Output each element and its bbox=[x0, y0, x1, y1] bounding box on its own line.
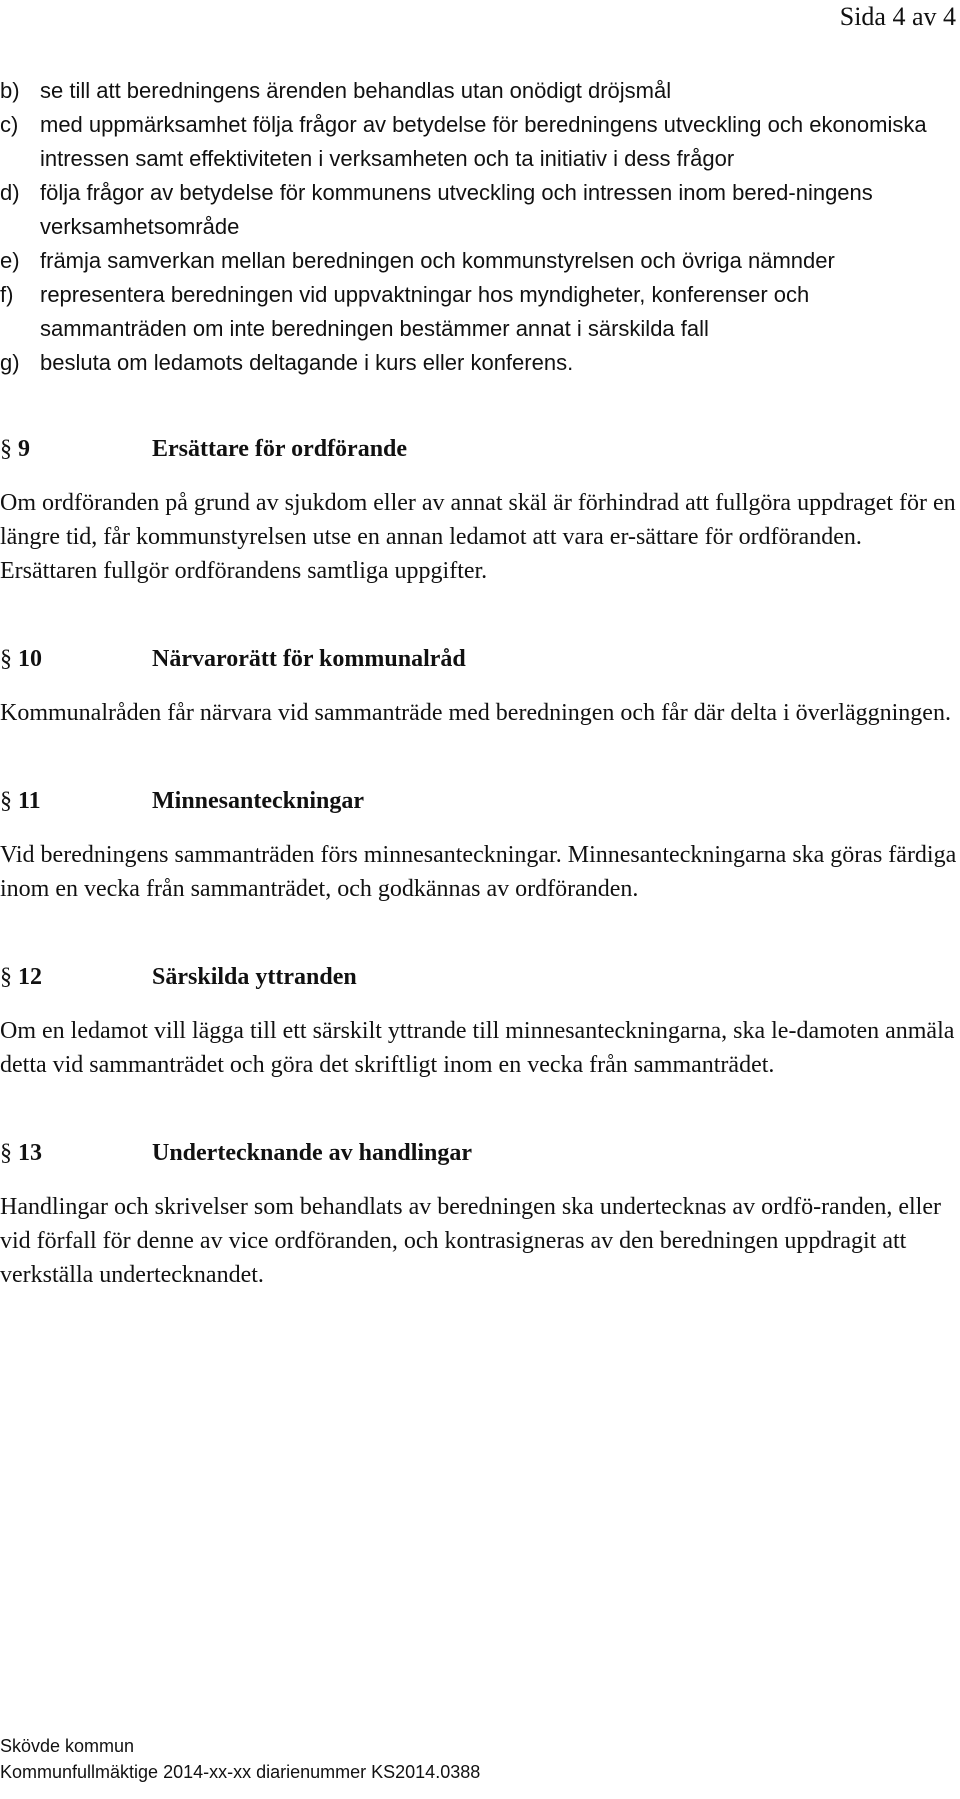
list-item-text: med uppmärksamhet följa frågor av betydelse för beredningens utveckling och ekonomiska intressen samt effektiviteten i verksamheten och ta initiativ i dess frågor bbox=[40, 112, 927, 171]
section-heading bbox=[0, 1136, 958, 1170]
section-number-value: 10 bbox=[18, 646, 42, 672]
list-item-text: främja samverkan mellan beredningen och kommunstyrelsen och övriga nämnder bbox=[40, 248, 835, 273]
list-item bbox=[0, 244, 958, 278]
section-title: Minnesanteckningar bbox=[152, 788, 365, 814]
section-12 bbox=[0, 960, 958, 1082]
section-9 bbox=[0, 432, 958, 588]
list-item bbox=[0, 108, 958, 176]
section-number-value: 13 bbox=[18, 1140, 42, 1166]
section-number-value: 9 bbox=[18, 436, 30, 462]
list-item-letter: f) bbox=[0, 282, 14, 307]
list-item-text: se till att beredningens ärenden behandlas utan onödigt dröjsmål bbox=[40, 78, 672, 103]
footer-organization: Skövde kommun bbox=[0, 1736, 135, 1756]
section-number bbox=[0, 960, 152, 994]
list-item bbox=[0, 278, 958, 346]
section-heading bbox=[0, 960, 958, 994]
section-number-value: 11 bbox=[18, 788, 41, 814]
paragraph-symbol: § bbox=[0, 646, 12, 672]
footer bbox=[0, 1733, 480, 1785]
section-13 bbox=[0, 1136, 958, 1292]
section-heading bbox=[0, 784, 958, 818]
section-heading bbox=[0, 432, 958, 466]
section-title: Undertecknande av handlingar bbox=[152, 1140, 473, 1166]
section-body: Om ordföranden på grund av sjukdom eller av annat skäl är förhindrad att fullgöra uppdraget för en längre tid, får kommunstyrelsen utse en annan ledamot att vara er-sättare för ordföranden. Ersättaren fullgör ordförandens samtliga uppgifter. bbox=[0, 490, 956, 584]
footer-reference: Kommunfullmäktige 2014-xx-xx diarienummer KS2014.0388 bbox=[0, 1762, 481, 1782]
section-11 bbox=[0, 784, 958, 906]
list-item-letter: d) bbox=[0, 180, 20, 205]
section-number bbox=[0, 642, 152, 676]
section-title: Ersättare för ordförande bbox=[152, 436, 408, 462]
section-number-value: 12 bbox=[18, 964, 42, 990]
section-title: Närvarorätt för kommunalråd bbox=[152, 646, 466, 672]
list-item-letter: g) bbox=[0, 350, 20, 375]
duties-list bbox=[0, 74, 958, 380]
list-item-text: följa frågor av betydelse för kommunens utveckling och intressen inom bered-ningens verksamhetsområde bbox=[40, 180, 873, 239]
section-body: Vid beredningens sammanträden förs minnesanteckningar. Minnesanteckningarna ska göras färdiga inom en vecka från sammanträdet, och godkännas av ordföranden. bbox=[0, 842, 957, 902]
section-body: Om en ledamot vill lägga till ett särskilt yttrande till minnesanteckningarna, ska le-damoten anmäla detta vid sammanträdet och göra det skriftligt inom en vecka från sammanträdet. bbox=[0, 1018, 955, 1078]
section-number bbox=[0, 432, 152, 466]
list-item-letter: b) bbox=[0, 78, 20, 103]
list-item bbox=[0, 74, 958, 108]
section-body: Kommunalråden får närvara vid sammanträde med beredningen och får där delta i överläggningen. bbox=[0, 700, 951, 726]
section-title: Särskilda yttranden bbox=[152, 964, 357, 990]
document-content bbox=[0, 74, 958, 1292]
paragraph-symbol: § bbox=[0, 436, 12, 462]
list-item-text: representera beredningen vid uppvaktningar hos myndigheter, konferenser och sammanträden om inte beredningen bestämmer annat i särskilda fall bbox=[40, 282, 810, 341]
list-item bbox=[0, 346, 958, 380]
paragraph-symbol: § bbox=[0, 788, 12, 814]
list-item-text: besluta om ledamots deltagande i kurs eller konferens. bbox=[40, 350, 574, 375]
page-number: Sida 4 av 4 bbox=[839, 2, 956, 31]
section-number bbox=[0, 784, 152, 818]
list-item-letter: e) bbox=[0, 248, 20, 273]
section-heading bbox=[0, 642, 958, 676]
paragraph-symbol: § bbox=[0, 964, 12, 990]
section-10 bbox=[0, 642, 958, 730]
section-body: Handlingar och skrivelser som behandlats av beredningen ska undertecknas av ordfö-randen, eller vid förfall för denne av vice ordföranden, och kontrasigneras av den beredningen uppdragit att verkställa undertecknandet. bbox=[0, 1194, 941, 1288]
paragraph-symbol: § bbox=[0, 1140, 12, 1166]
list-item-letter: c) bbox=[0, 112, 19, 137]
section-number bbox=[0, 1136, 152, 1170]
list-item bbox=[0, 176, 958, 244]
